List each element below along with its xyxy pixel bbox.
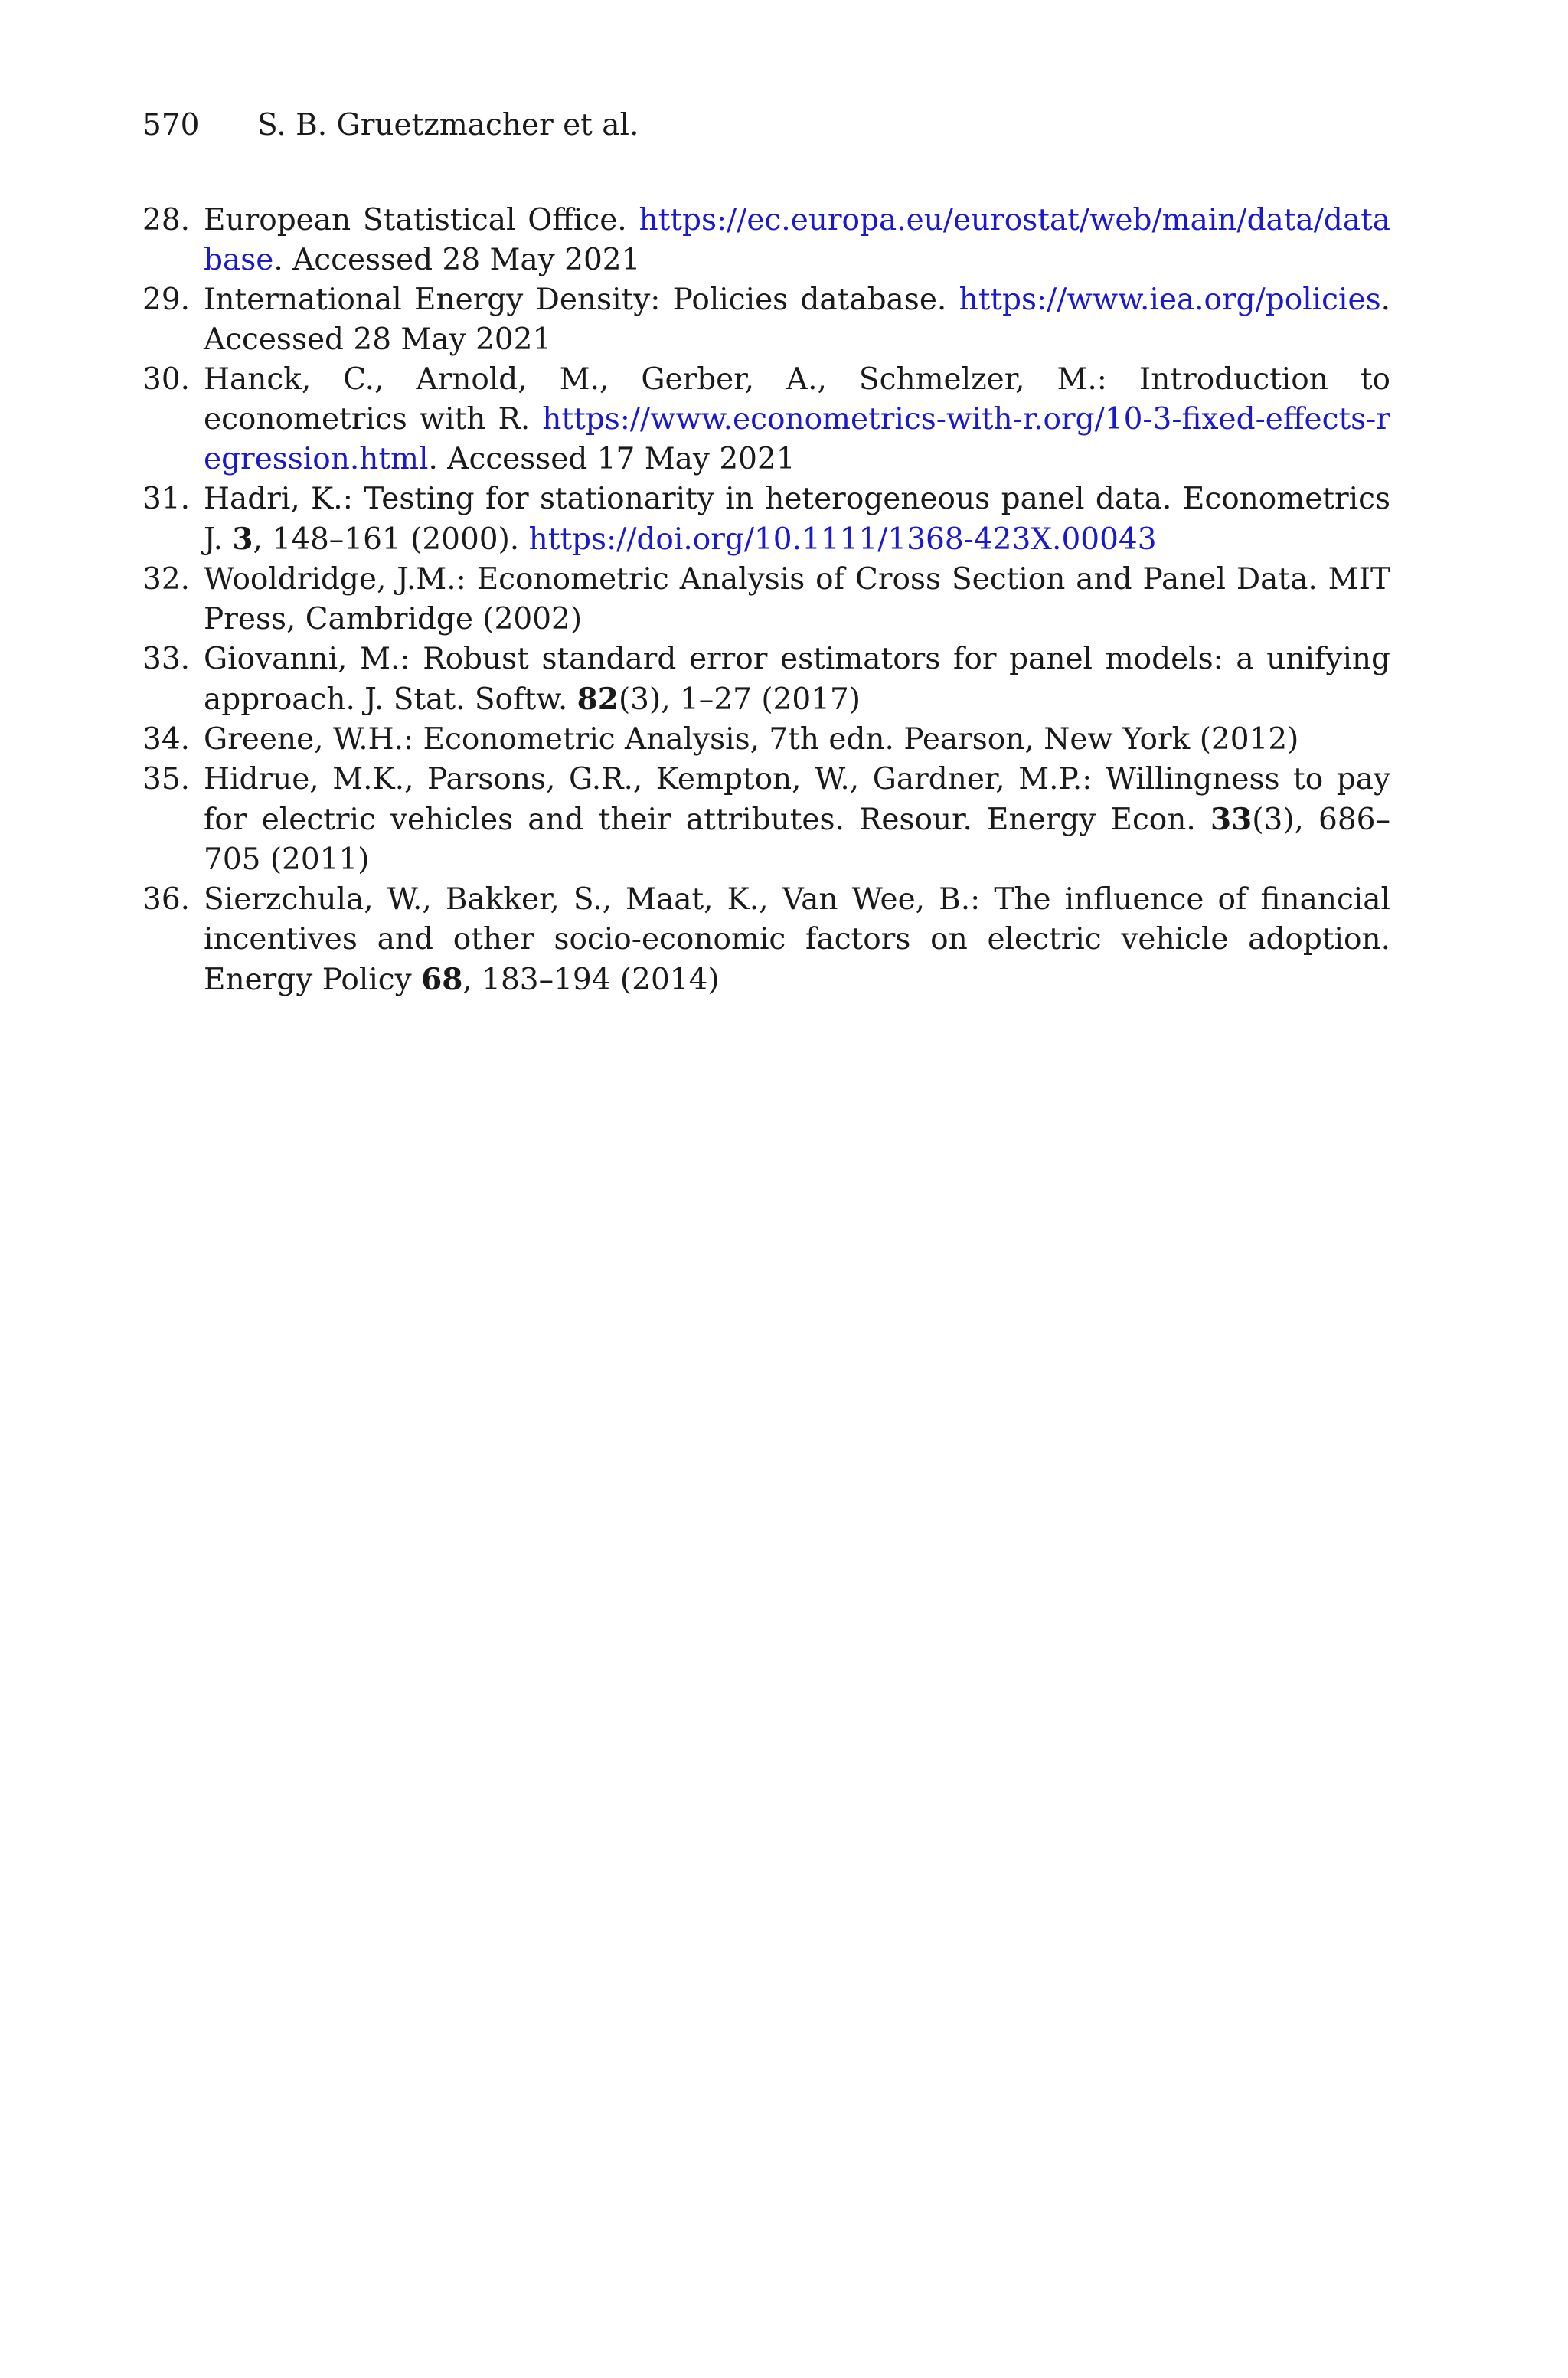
page-number: 570 xyxy=(142,108,200,142)
reference-volume: 33 xyxy=(1210,802,1253,837)
running-header xyxy=(142,107,639,144)
reference-text: (3), 686–705 (2011) xyxy=(204,803,1390,877)
reference-item xyxy=(142,880,1390,1000)
reference-text: European Statistical Office. xyxy=(204,203,639,237)
reference-list xyxy=(142,201,1390,1000)
reference-volume: 68 xyxy=(421,962,463,997)
reference-text: Hanck, C., Arnold, M., Gerber, A., Schmelzer, M.: Introduction to econometrics with R. xyxy=(204,362,1390,437)
running-header-authors: S. B. Gruetzmacher et al. xyxy=(257,108,639,142)
reference-number: 32. xyxy=(142,562,191,597)
reference-text: Greene, W.H.: Econometric Analysis, 7th edn. Pearson, New York (2012) xyxy=(204,722,1299,757)
reference-number: 35. xyxy=(142,762,191,796)
reference-number: 36. xyxy=(142,882,191,917)
reference-link[interactable]: https://www.iea.org/policies xyxy=(959,283,1381,317)
reference-item xyxy=(142,280,1390,360)
reference-link[interactable]: https://www.econometrics-with-r.org/10-3-fixed-effects-regression.html xyxy=(204,402,1390,476)
reference-text: (3), 1–27 (2017) xyxy=(618,682,861,717)
reference-text: Sierzchula, W., Bakker, S., Maat, K., Van Wee, B.: The influence of financial incentives and other socio-economic factors on electric vehicle adoption. Energy Policy xyxy=(204,882,1390,997)
reference-text: . Accessed 28 May 2021 xyxy=(273,243,641,277)
reference-item xyxy=(142,639,1390,720)
reference-item xyxy=(142,479,1390,560)
reference-link[interactable]: https://ec.europa.eu/eurostat/web/main/data/database xyxy=(204,203,1390,277)
reference-text: International Energy Density: Policies database. xyxy=(204,283,959,317)
reference-item xyxy=(142,201,1390,280)
reference-number: 34. xyxy=(142,722,191,757)
reference-number: 28. xyxy=(142,203,191,237)
reference-text: . Accessed 28 May 2021 xyxy=(204,283,1390,357)
reference-number: 33. xyxy=(142,642,191,676)
reference-text: , 183–194 (2014) xyxy=(462,963,720,997)
reference-text: . Accessed 17 May 2021 xyxy=(428,442,795,476)
reference-number: 29. xyxy=(142,283,191,317)
reference-volume: 82 xyxy=(577,682,619,717)
reference-text: Wooldridge, J.M.: Econometric Analysis of Cross Section and Panel Data. MIT Press, Cambridge (2002) xyxy=(204,562,1390,636)
reference-text: Hidrue, M.K., Parsons, G.R., Kempton, W., Gardner, M.P.: Willingness to pay for electric vehicles and their attributes. Resour. Energy Econ. xyxy=(204,762,1390,837)
reference-item xyxy=(142,760,1390,880)
reference-text: Giovanni, M.: Robust standard error estimators for panel models: a unifying approach. J. Stat. Softw. xyxy=(204,642,1390,717)
reference-item xyxy=(142,720,1390,760)
reference-volume: 3 xyxy=(232,522,253,557)
reference-item xyxy=(142,360,1390,479)
reference-text: Hadri, K.: Testing for stationarity in heterogeneous panel data. Econometrics J. xyxy=(204,482,1390,557)
reference-number: 31. xyxy=(142,482,191,516)
reference-item xyxy=(142,560,1390,639)
reference-link[interactable]: https://doi.org/10.1111/1368-423X.00043 xyxy=(528,522,1157,557)
reference-text: , 148–161 (2000). xyxy=(253,522,529,557)
reference-number: 30. xyxy=(142,362,191,397)
